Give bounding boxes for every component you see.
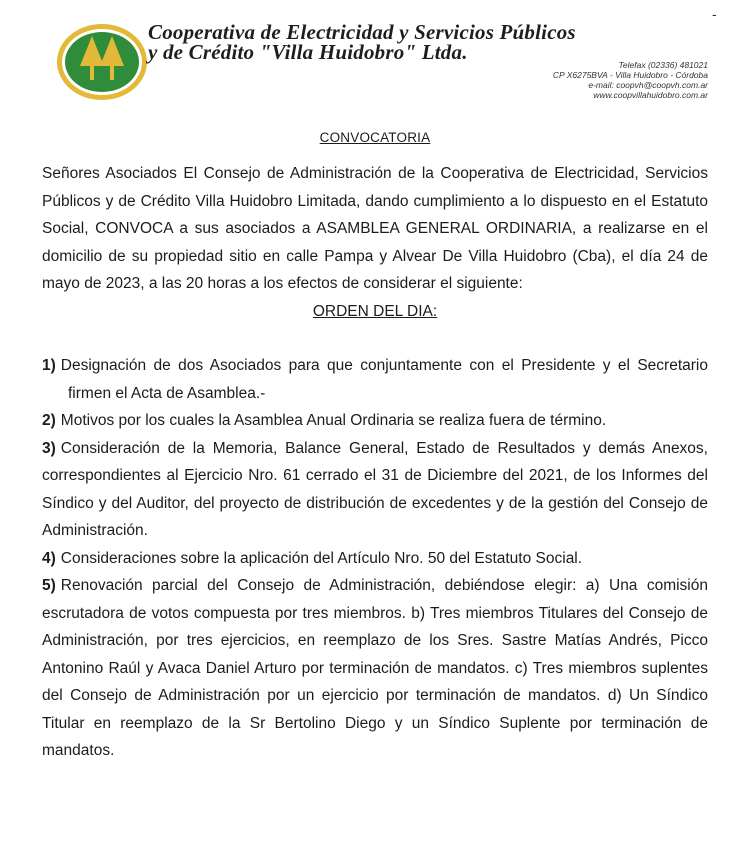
agenda-item: [42, 545, 708, 573]
twin-pine-trees-icon: [55, 22, 149, 102]
agenda-item-number: 2): [42, 412, 56, 429]
contact-email: e-mail: coopvh@coopvh.com.ar: [588, 80, 708, 90]
contact-website: www.coopvillahuidobro.com.ar: [593, 90, 708, 100]
contact-phone: Telefax (02336) 481021: [618, 60, 708, 70]
corner-mark: -: [712, 6, 717, 22]
agenda-item: [42, 407, 708, 435]
intro-paragraph: Señores Asociados El Consejo de Administración de la Cooperativa de Electricidad, Servicios Públicos y de Crédito Villa Huidobro Limitada, dando cumplimiento a lo dispuesto en el Estatuto Social, CONVOCA a sus asociados a ASAMBLEA GENERAL ORDINARIA, a realizarse en el domicilio de su propiedad sitio en calle Pampa y Alvear De Villa Huidobro (Cba), el día 24 de mayo de 2023, a las 20 horas a los efectos de considerar el siguiente:: [42, 165, 708, 292]
contact-block: [553, 60, 708, 100]
agenda-item: [42, 572, 708, 765]
agenda-item-number: 3): [42, 439, 56, 457]
organization-name-line1: Cooperativa de Electricidad y Servicios Públicos: [148, 20, 576, 44]
order-heading: ORDEN DEL DIA:: [312, 303, 438, 320]
organization-name-line2: y de Crédito "Villa Huidobro" Ltda.: [148, 40, 468, 64]
agenda-item-number: 4): [42, 549, 56, 567]
agenda-item-text: Designación de dos Asociados para que conjuntamente con el Presidente y el Secretario firmen el Acta de Asamblea.-: [60, 357, 708, 402]
contact-address: CP X6275BVA - Villa Huidobro - Córdoba: [552, 70, 708, 80]
agenda-item-number: 5): [42, 577, 56, 594]
document-heading: CONVOCATORIA: [319, 130, 431, 145]
agenda-item-text: Consideraciones sobre la aplicación del Artículo Nro. 50 del Estatuto Social.: [60, 549, 583, 567]
organization-name: [148, 22, 576, 62]
agenda-item-text: Consideración de la Memoria, Balance General, Estado de Resultados y demás Anexos, correspondientes al Ejercicio Nro. 61 cerrado el 31 de Diciembre del 2021, de los Informes del Síndico y del Auditor, del proyecto de distribución de excedentes y de la gestión del Consejo de Administración.: [42, 439, 708, 539]
agenda-item: [42, 352, 708, 407]
agenda-item: [42, 435, 708, 545]
agenda-item-number: 1): [42, 357, 56, 374]
agenda-list: [42, 352, 708, 765]
agenda-item-text: Renovación parcial del Consejo de Administración, debiéndose elegir: a) Una comisión escrutadora de votos compuesta por tres miembros. b) Tres miembros Titulares del Consejo de Administración, por tres ejercicios, en reemplazo de los Sres. Sastre Matías Andrés, Picco Antonino Raúl y Avaca Daniel Arturo por terminación de mandatos. c) Tres miembros suplentes del Consejo de Administración por un ejercicio por terminación de mandatos. d) Un Síndico Titular en reemplazo de la Sr Bertolino Diego y un Síndico Suplente por terminación de mandatos.: [42, 577, 708, 759]
agenda-item-text: Motivos por los cuales la Asamblea Anual Ordinaria se realiza fuera de término.: [60, 412, 607, 429]
